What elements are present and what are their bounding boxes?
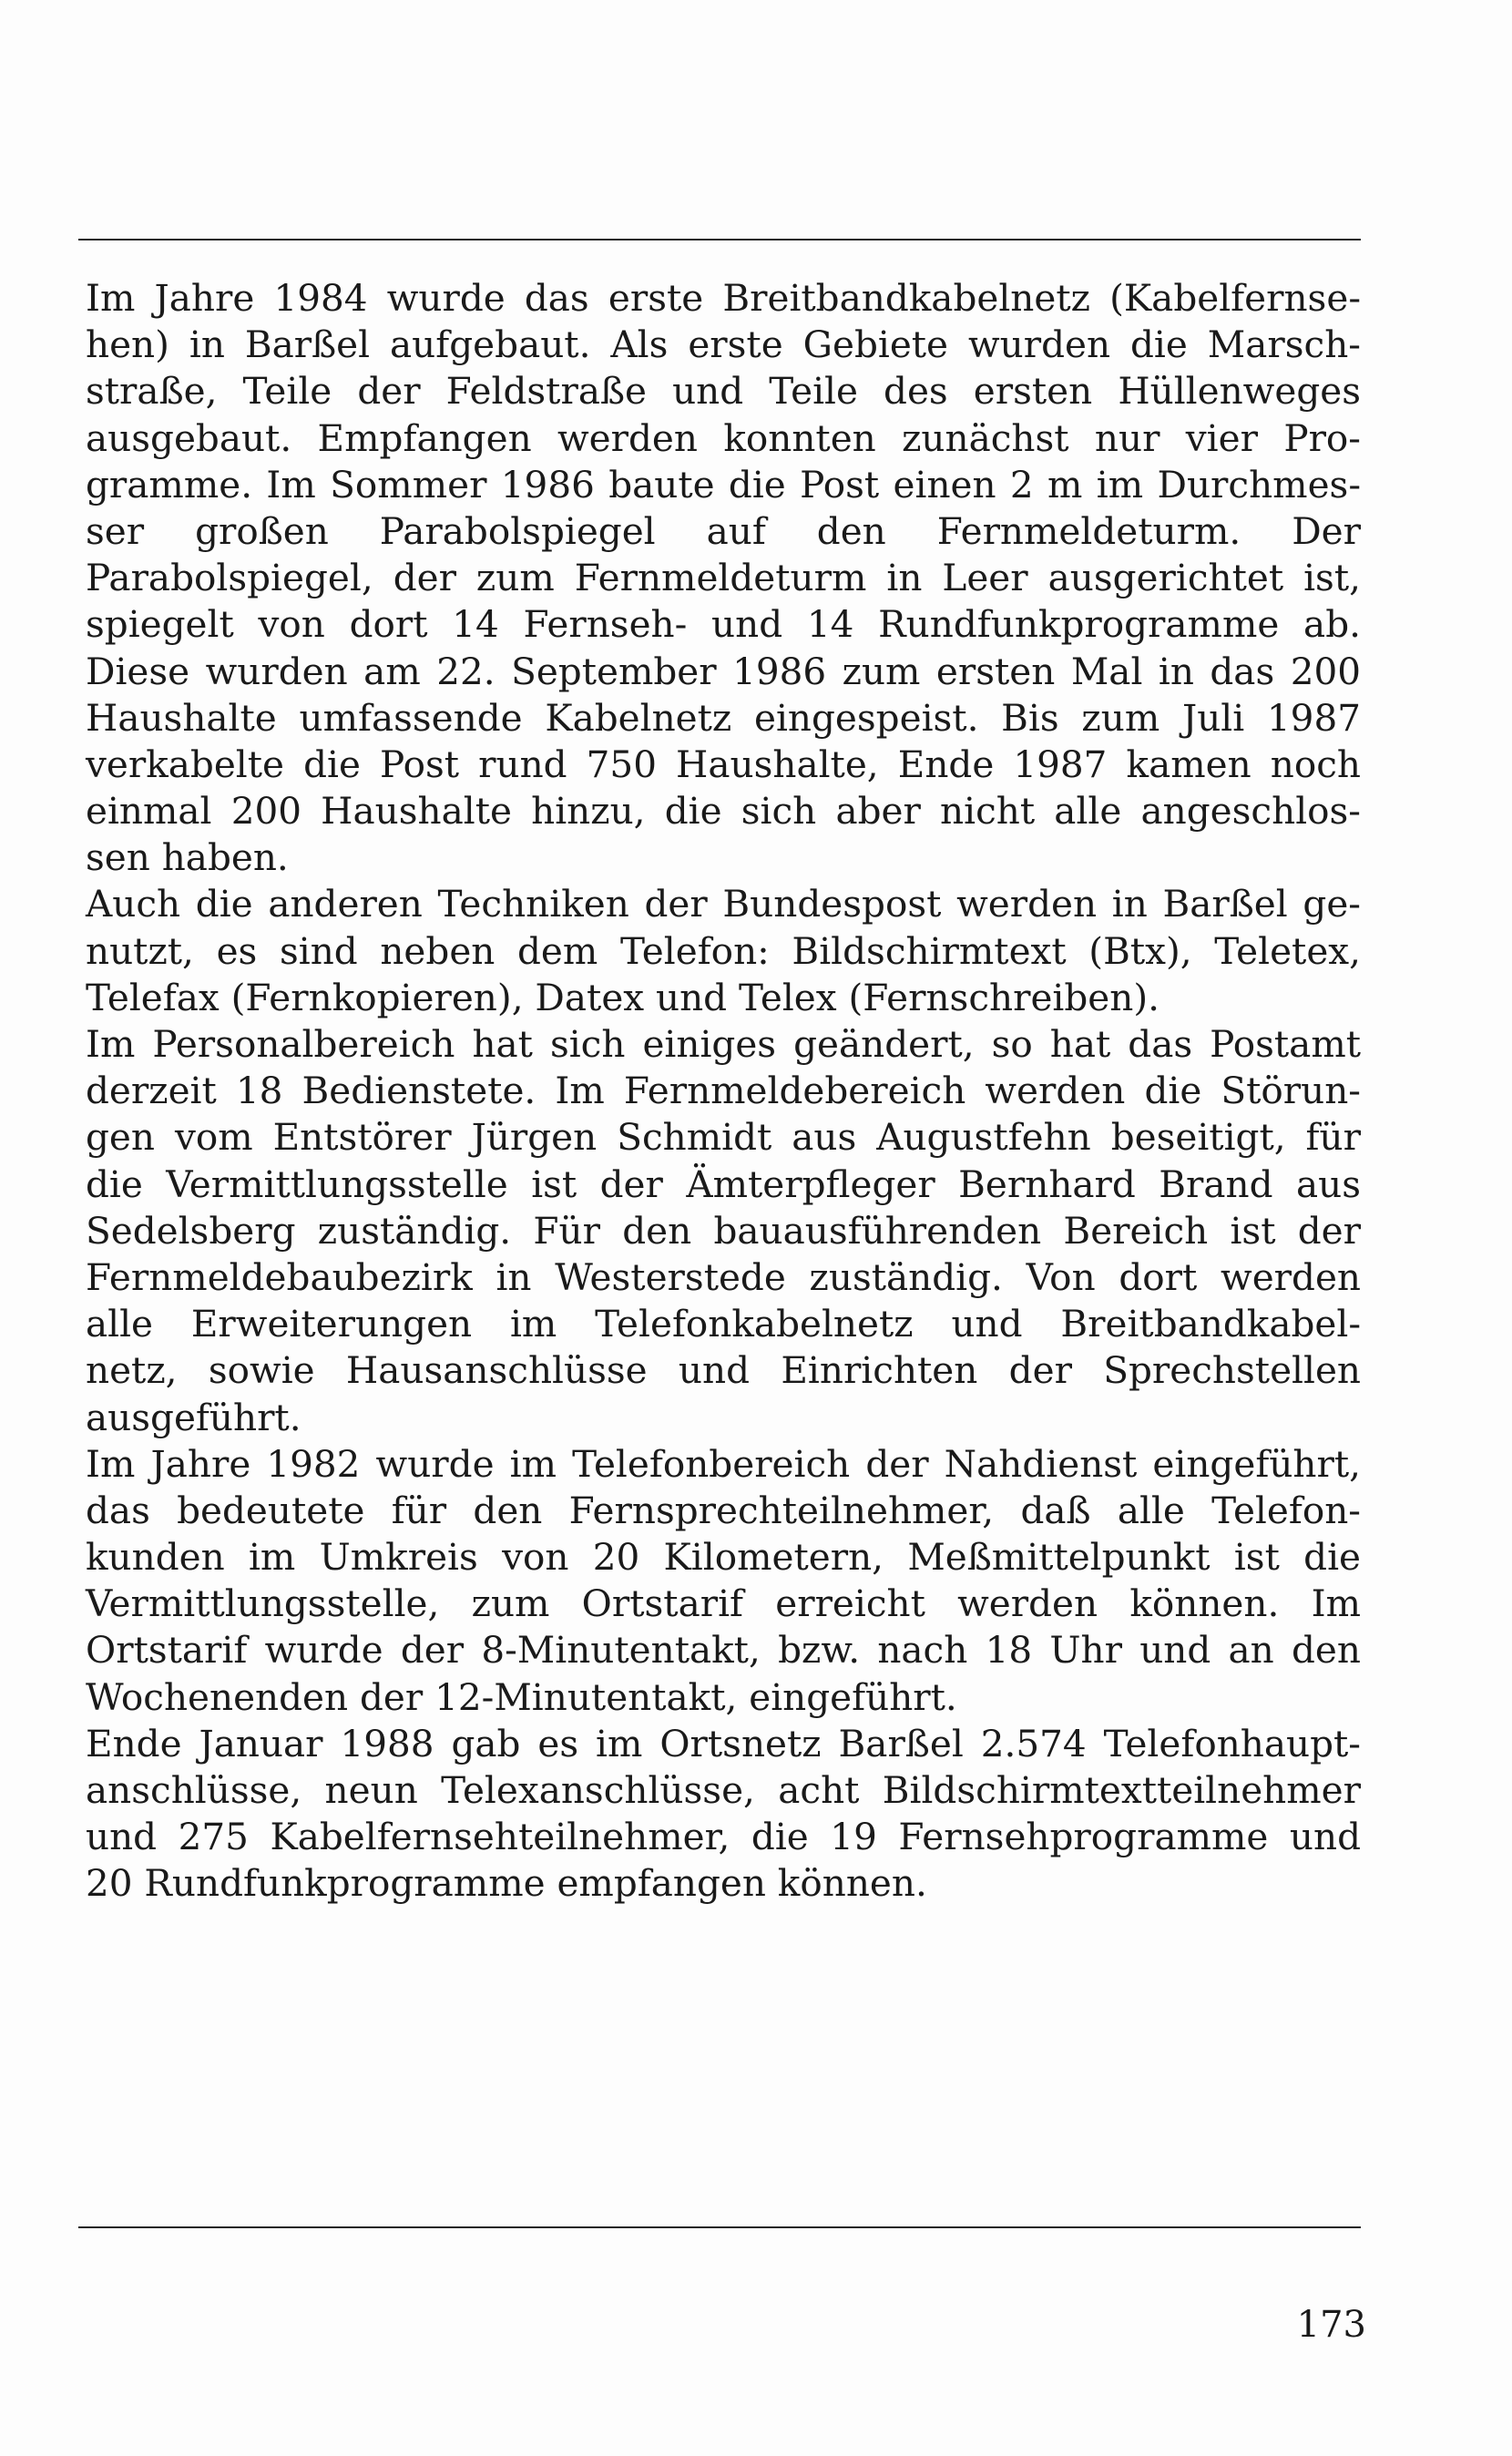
paragraph bbox=[86, 1021, 1361, 1441]
text-line: sen haben. bbox=[86, 835, 289, 880]
text-line: Wochenenden der 12-Minutentakt, eingeführt. bbox=[86, 1674, 957, 1719]
text-line: Parabolspiegel, der zum Fernmeldeturm in Leer ausgerichtet ist, bbox=[86, 556, 1361, 600]
text-line: Ende Januar 1988 gab es im Ortsnetz Barßel 2.574 Telefonhaupt- bbox=[86, 1721, 1361, 1765]
text-line: das bedeutete für den Fernsprechteilnehmer, daß alle Telefon- bbox=[86, 1488, 1361, 1532]
text-line: gen vom Entstörer Jürgen Schmidt aus Augustfehn beseitigt, für bbox=[86, 1115, 1361, 1160]
text-line: ausgeführt. bbox=[86, 1395, 301, 1439]
text-line: einmal 200 Haushalte hinzu, die sich aber nicht alle angeschlos- bbox=[86, 789, 1361, 834]
text-line: straße, Teile der Feldstraße und Teile des ersten Hüllenweges bbox=[86, 369, 1361, 414]
text-line: netz, sowie Hausanschlüsse und Einrichten der Sprechstellen bbox=[86, 1348, 1361, 1393]
text-line: Ortstarif wurde der 8-Minutentakt, bzw. nach 18 Uhr und an den bbox=[86, 1628, 1361, 1673]
text-line: 20 Rundfunkprogramme empfangen können. bbox=[86, 1861, 927, 1906]
text-line: Im Jahre 1984 wurde das erste Breitbandkabelnetz (Kabelfernse- bbox=[86, 276, 1361, 320]
text-line: die Vermittlungsstelle ist der Ämterpfleger Bernhard Brand aus bbox=[86, 1161, 1361, 1206]
paragraph bbox=[86, 881, 1361, 1021]
text-line: alle Erweiterungen im Telefonkabelnetz und Breitbandkabel- bbox=[86, 1302, 1361, 1346]
text-line: und 275 Kabelfernsehteilnehmer, die 19 Fernsehprogramme und bbox=[86, 1815, 1361, 1859]
text-line: Im Personalbereich hat sich einiges geändert, so hat das Postamt bbox=[86, 1022, 1361, 1066]
text-line: Diese wurden am 22. September 1986 zum ersten Mal in das 200 bbox=[86, 649, 1361, 693]
paragraph bbox=[86, 1441, 1361, 1721]
text-line: ausgebaut. Empfangen werden konnten zunächst nur vier Pro- bbox=[86, 415, 1361, 460]
text-line: Fernmeldebaubezirk in Westerstede zuständig. Von dort werden bbox=[86, 1254, 1361, 1299]
bottom-rule bbox=[78, 2226, 1361, 2228]
text-line: derzeit 18 Bedienstete. Im Fernmeldebereich werden die Störun- bbox=[86, 1069, 1361, 1113]
text-line: kunden im Umkreis von 20 Kilometern, Meßmittelpunkt ist die bbox=[86, 1535, 1361, 1580]
text-line: ser großen Parabolspiegel auf den Fernmeldeturm. Der bbox=[86, 508, 1361, 553]
text-line: Telefax (Fernkopieren), Datex und Telex (Fernschreiben). bbox=[86, 975, 1160, 1019]
body-text bbox=[86, 275, 1361, 1908]
text-line: Haushalte umfassende Kabelnetz eingespeist. Bis zum Juli 1987 bbox=[86, 695, 1361, 740]
text-line: spiegelt von dort 14 Fernseh- und 14 Rundfunkprogramme ab. bbox=[86, 602, 1361, 647]
page-number: 173 bbox=[1296, 2304, 1366, 2346]
text-line: hen) in Barßel aufgebaut. Als erste Gebiete wurden die Marsch- bbox=[86, 322, 1361, 367]
text-line: gramme. Im Sommer 1986 baute die Post einen 2 m im Durchmes- bbox=[86, 462, 1361, 507]
text-line: Sedelsberg zuständig. Für den bauausführenden Bereich ist der bbox=[86, 1208, 1361, 1253]
paragraph bbox=[86, 1721, 1361, 1908]
paragraph bbox=[86, 275, 1361, 881]
text-line: Im Jahre 1982 wurde im Telefonbereich der Nahdienst eingeführt, bbox=[86, 1441, 1361, 1486]
text-line: Vermittlungsstelle, zum Ortstarif erreicht werden können. Im bbox=[86, 1581, 1361, 1626]
top-rule bbox=[78, 239, 1361, 240]
text-line: nutzt, es sind neben dem Telefon: Bildschirmtext (Btx), Teletex, bbox=[86, 928, 1361, 973]
text-line: verkabelte die Post rund 750 Haushalte, Ende 1987 kamen noch bbox=[86, 742, 1361, 786]
text-line: Auch die anderen Techniken der Bundespost werden in Barßel ge- bbox=[86, 882, 1361, 926]
text-line: anschlüsse, neun Telexanschlüsse, acht Bildschirmtextteilnehmer bbox=[86, 1768, 1361, 1812]
